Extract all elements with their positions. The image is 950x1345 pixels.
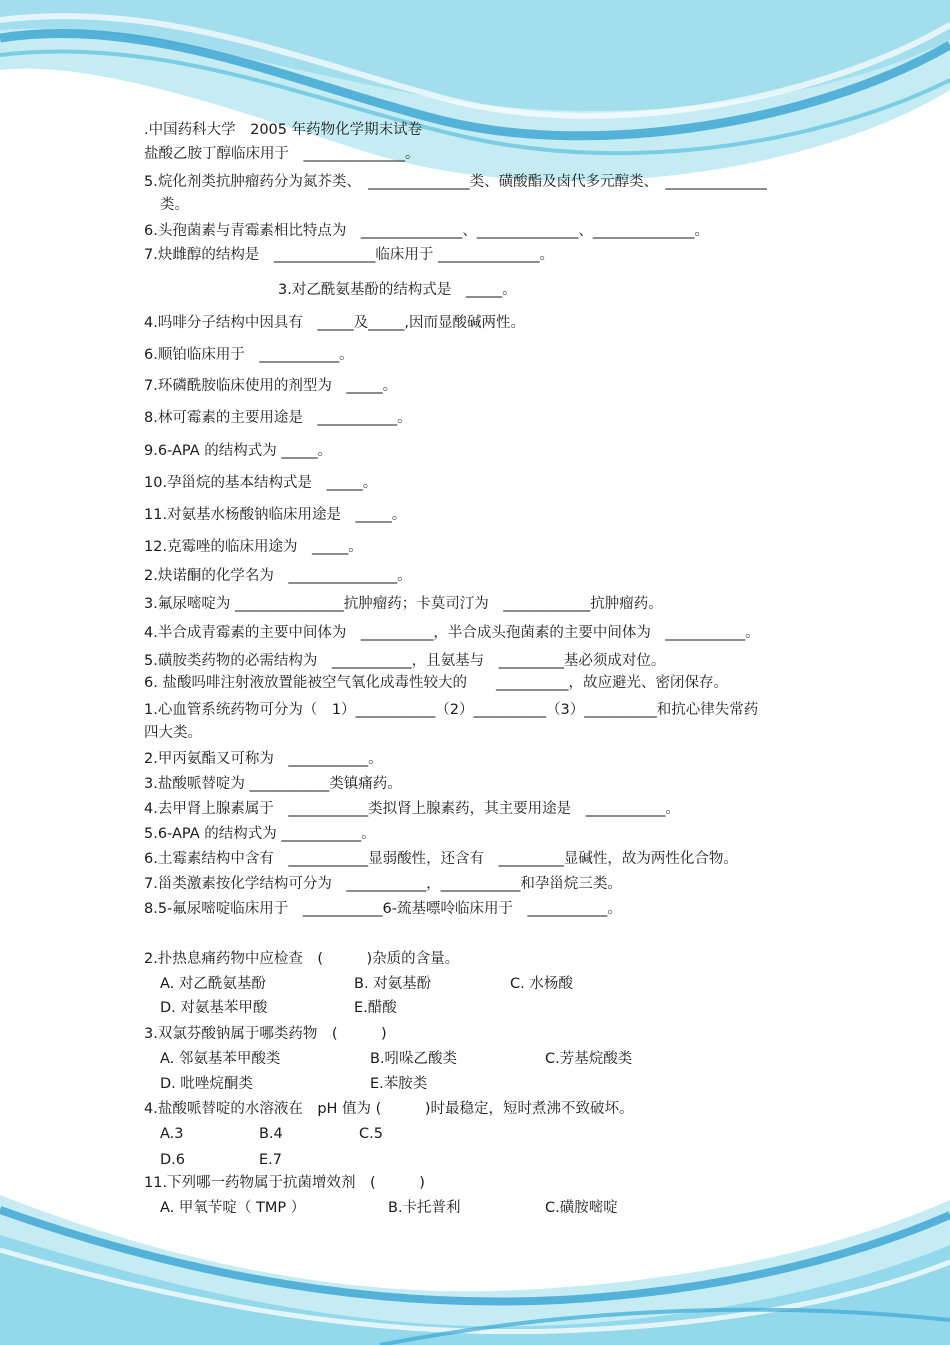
question-line: 4.吗啡分子结构中因具有 _____及_____,因而显酸碱两性。 [144,315,525,331]
question-line: 8.5-氟尿嘧啶临床用于 ___________6-巯基嘌呤临床用于 ___________。 [144,901,622,917]
question-line: 10.孕甾烷的基本结构式是 _____。 [144,475,378,491]
choice-option: B.4 [259,1126,283,1142]
choice-option: A. 对乙酰氨基酚 [160,976,266,992]
choice-question: 11.下列哪一药物属于抗菌增效剂 ( ) [144,1175,425,1191]
choice-option: C.5 [359,1126,383,1142]
question-line: 4.去甲肾上腺素属于 ___________类拟肾上腺素药，其主要用途是 ___________。 [144,801,680,817]
choice-option: C.磺胺嘧啶 [545,1200,618,1216]
question-line: 类。 [160,197,189,213]
question-line: 4.半合成青霉素的主要中间体为 __________，半合成头孢菌素的主要中间体为 ___________。 [144,625,760,641]
question-line: 6.土霉素结构中含有 ___________显弱酸性，还含有 _________显碱性，故为两性化合物。 [144,851,738,867]
question-line: 6.头孢菌素与青霉素相比特点为 ______________、______________、______________。 [144,223,709,239]
question-line: 12.克霉唑的临床用途为 _____。 [144,539,363,555]
choice-option: B.吲哚乙酸类 [370,1051,458,1067]
question-line: 3.盐酸哌替啶为 ___________类镇痛药。 [144,776,402,792]
choice-option: D. 吡唑烷酮类 [160,1076,253,1092]
question-line: 8.林可霉素的主要用途是 ___________。 [144,410,412,426]
choice-option: A.3 [160,1126,184,1142]
question-line: 7.甾类激素按化学结构可分为 ___________，___________和孕甾烷三类。 [144,876,622,892]
choice-option: E.苯胺类 [370,1076,428,1092]
choice-option: B.卡托普利 [388,1200,461,1216]
question-line: 5.烷化剂类抗肿瘤药分为氮芥类、 ______________类、磺酸酯及卤代多元醇类、 ______________ [144,174,767,190]
choice-option: C. 水杨酸 [510,976,573,992]
question-line: 3.对乙酰氨基酚的结构式是 _____。 [278,282,517,298]
question-line: 5.磺胺类药物的必需结构为 ___________，且氨基与 _________基必须成对位。 [144,653,666,669]
question-line: 11.对氨基水杨酸钠临床用途是 _____。 [144,507,407,523]
choice-option: E.7 [259,1152,282,1168]
question-line: 2.甲丙氨酯又可称为 ___________。 [144,751,383,767]
choice-option: C.芳基烷酸类 [545,1051,633,1067]
question-line: 6. 盐酸吗啡注射液放置能被空气氧化成毒性较大的 __________，故应避光、密闭保存。 [144,675,728,691]
choice-option: A. 邻氨基苯甲酸类 [160,1051,281,1067]
question-line: 2.炔诺酮的化学名为 _______________。 [144,568,412,584]
choice-question: 2.扑热息痛药物中应检查 ( )杂质的含量。 [144,951,460,967]
question-line: 9.6-APA 的结构式为 _____。 [144,443,333,459]
choice-option: E.醋酸 [354,1000,397,1016]
question-line: 1.心血管系统药物可分为（ 1）___________（2）__________（3）__________和抗心律失常药 [144,702,759,718]
question-line: 7.环磷酰胺临床使用的剂型为 _____。 [144,378,398,394]
choice-option: B. 对氨基酚 [354,976,432,992]
question-line: 四大类。 [144,725,202,741]
choice-option: D. 对氨基苯甲酸 [160,1000,268,1016]
choice-option: A. 甲氧苄啶（ TMP ） [160,1200,306,1216]
choice-question: 3.双氯芬酸钠属于哪类药物 ( ) [144,1026,387,1042]
question-line: 7.炔雌醇的结构是 ______________临床用于 ______________。 [144,247,554,263]
question-line: 5.6-APA 的结构式为 ___________。 [144,826,376,842]
choice-question: 4.盐酸哌替啶的水溶液在 pH 值为 ( )时最稳定，短时煮沸不致破坏。 [144,1101,634,1117]
question-line: 盐酸乙胺丁醇临床用于 ______________。 [144,146,420,162]
choice-option: D.6 [160,1152,185,1168]
question-line: 3.氟尿嘧啶为 _______________抗肿瘤药；卡莫司汀为 ____________抗肿瘤药。 [144,596,663,612]
exam-title: .中国药科大学 2005 年药物化学期末试卷 [144,122,423,138]
question-line: 6.顺铂临床用于 ___________。 [144,347,354,363]
